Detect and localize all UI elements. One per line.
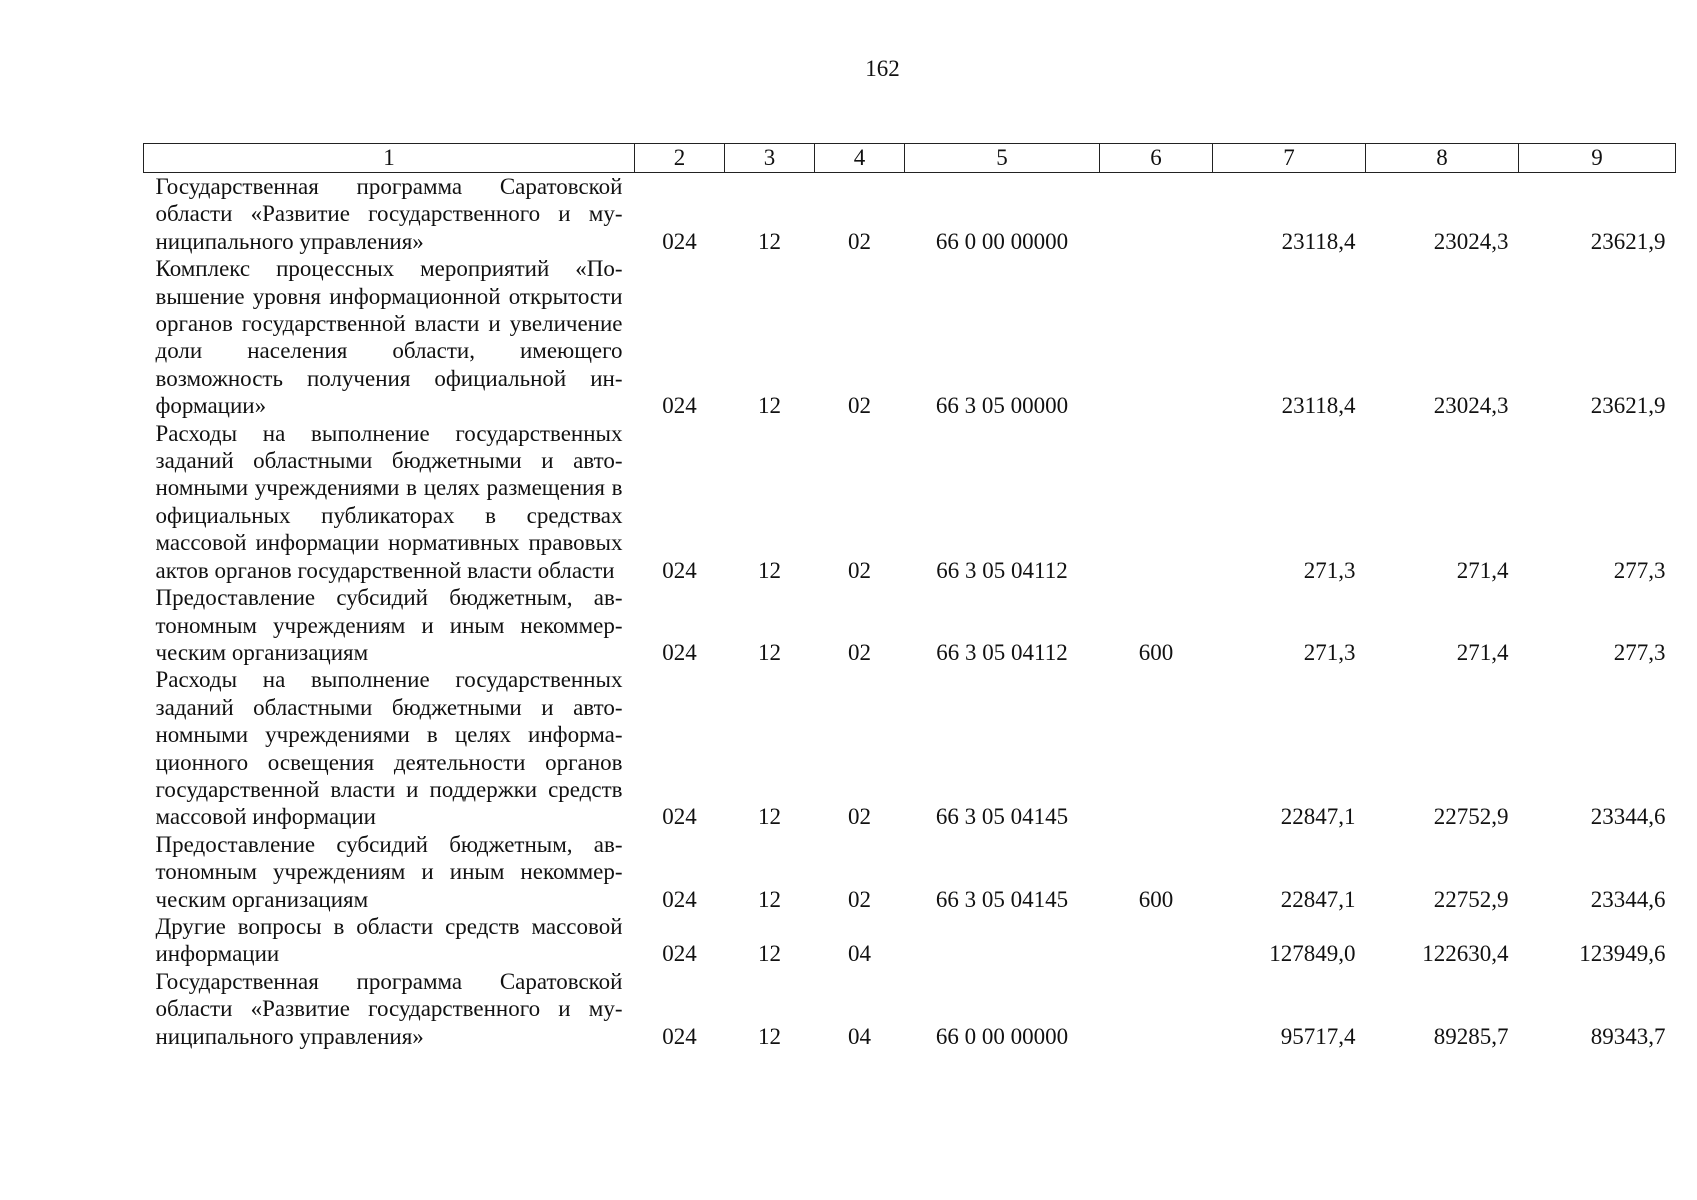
header-col-5: 5 [905, 144, 1100, 173]
row-podrazdel: 04 [848, 941, 871, 967]
row-name: Государственная программа Саратовской области «Развитие государственного и муниципального управления» [155, 174, 623, 254]
row-name: Предоставление субсидий бюджетным, автономным учреждениям и иным некоммерческим организациям [155, 585, 623, 665]
row-value-2: 122630,4 [1422, 941, 1509, 967]
row-podrazdel: 02 [848, 228, 871, 254]
row-value-3: 277,3 [1613, 639, 1666, 665]
table-row [144, 968, 1676, 1050]
row-value-3: 123949,6 [1579, 941, 1666, 967]
row-value-1: 271,3 [1303, 557, 1356, 583]
row-ved: 024 [662, 886, 697, 912]
row-target-article: 66 3 05 04145 [935, 804, 1069, 830]
row-name: Расходы на выполнение государственных заданий областными бюджетными и автономными учреждениями в целях размещения в официальных публикаторах в средствах массовой информации нормативных правовых актов органов государственной власти области [155, 420, 623, 583]
row-value-1: 23118,4 [1281, 228, 1356, 254]
row-value-1: 127849,0 [1269, 941, 1356, 967]
row-value-2: 22752,9 [1433, 886, 1509, 912]
row-razdel: 12 [758, 639, 781, 665]
row-expense-type [1100, 420, 1213, 584]
row-ved: 024 [662, 639, 697, 665]
table-row [144, 666, 1676, 830]
row-value-2: 23024,3 [1433, 228, 1509, 254]
row-value-3: 23344,6 [1590, 804, 1666, 830]
row-razdel: 12 [758, 1023, 781, 1049]
table-row [144, 173, 1676, 256]
row-value-1: 95717,4 [1280, 1023, 1356, 1049]
header-col-8: 8 [1366, 144, 1519, 173]
row-name: Предоставление субсидий бюджетным, автономным учреждениям и иным некоммерческим организациям [155, 831, 623, 912]
row-value-2: 271,4 [1456, 557, 1509, 583]
row-name: Государственная программа Саратовской области «Развитие государственного и муниципального управления» [155, 968, 623, 1049]
header-col-4: 4 [815, 144, 905, 173]
row-value-3: 89343,7 [1590, 1023, 1666, 1049]
row-value-1: 22847,1 [1280, 886, 1356, 912]
row-expense-type [1100, 666, 1213, 830]
row-expense-type [1100, 255, 1213, 419]
row-value-1: 271,3 [1303, 639, 1356, 665]
row-expense-type [1100, 913, 1213, 968]
row-podrazdel: 02 [848, 886, 871, 912]
header-col-7: 7 [1213, 144, 1366, 173]
row-razdel: 12 [758, 228, 781, 254]
row-name: Другие вопросы в области средств массовой информации [155, 913, 623, 967]
row-razdel: 12 [758, 941, 781, 967]
row-value-2: 271,4 [1456, 639, 1509, 665]
table-row [144, 584, 1676, 666]
row-target-article [905, 913, 1100, 968]
row-razdel: 12 [758, 804, 781, 830]
row-name: Комплекс процессных мероприятий «Повышение уровня информационной открытости органов государственной власти и увеличение доли населения области, имеющего возможность получения официальной информации» [155, 256, 623, 419]
row-podrazdel: 02 [848, 393, 871, 419]
row-ved: 024 [662, 804, 697, 830]
header-col-1: 1 [144, 144, 635, 173]
table-row [144, 255, 1676, 419]
table-body [144, 173, 1676, 1051]
header-row [144, 144, 1676, 173]
row-value-1: 23118,4 [1281, 393, 1356, 419]
row-target-article: 66 3 05 04112 [936, 557, 1068, 583]
row-podrazdel: 02 [848, 804, 871, 830]
header-col-3: 3 [725, 144, 815, 173]
budget-table [143, 143, 1676, 1050]
row-podrazdel: 02 [848, 557, 871, 583]
table-row [144, 831, 1676, 913]
row-value-3: 23344,6 [1590, 886, 1666, 912]
row-razdel: 12 [758, 393, 781, 419]
row-ved: 024 [662, 228, 697, 254]
row-expense-type [1100, 968, 1213, 1050]
row-podrazdel: 04 [848, 1023, 871, 1049]
table-row [144, 420, 1676, 584]
row-target-article: 66 3 05 04145 [935, 886, 1069, 912]
header-col-6: 6 [1100, 144, 1213, 173]
header-col-9: 9 [1519, 144, 1676, 173]
row-name: Расходы на выполнение государственных заданий областными бюджетными и автономными учреждениями в целях информационного освещения деятельности органов государственной власти и поддержки средств массовой информации [155, 667, 623, 830]
row-expense-type: 600 [1138, 886, 1174, 912]
row-value-3: 277,3 [1613, 557, 1666, 583]
row-value-1: 22847,1 [1280, 804, 1356, 830]
row-ved: 024 [662, 941, 697, 967]
row-target-article: 66 0 00 00000 [935, 228, 1069, 254]
row-value-2: 22752,9 [1433, 804, 1509, 830]
row-value-2: 23024,3 [1433, 393, 1509, 419]
row-target-article: 66 3 05 00000 [935, 393, 1069, 419]
table-row [144, 913, 1676, 968]
row-expense-type: 600 [1138, 639, 1174, 665]
row-razdel: 12 [758, 557, 781, 583]
row-razdel: 12 [758, 886, 781, 912]
header-col-2: 2 [635, 144, 725, 173]
row-value-2: 89285,7 [1433, 1023, 1509, 1049]
page-number: 162 [865, 56, 900, 81]
row-target-article: 66 0 00 00000 [935, 1023, 1069, 1049]
row-value-3: 23621,9 [1590, 393, 1666, 419]
row-target-article: 66 3 05 04112 [936, 639, 1068, 665]
row-ved: 024 [662, 557, 697, 583]
row-value-3: 23621,9 [1590, 228, 1666, 254]
row-ved: 024 [662, 1023, 697, 1049]
row-expense-type [1100, 173, 1213, 256]
table-header [144, 144, 1676, 173]
row-ved: 024 [662, 393, 697, 419]
row-podrazdel: 02 [848, 639, 871, 665]
